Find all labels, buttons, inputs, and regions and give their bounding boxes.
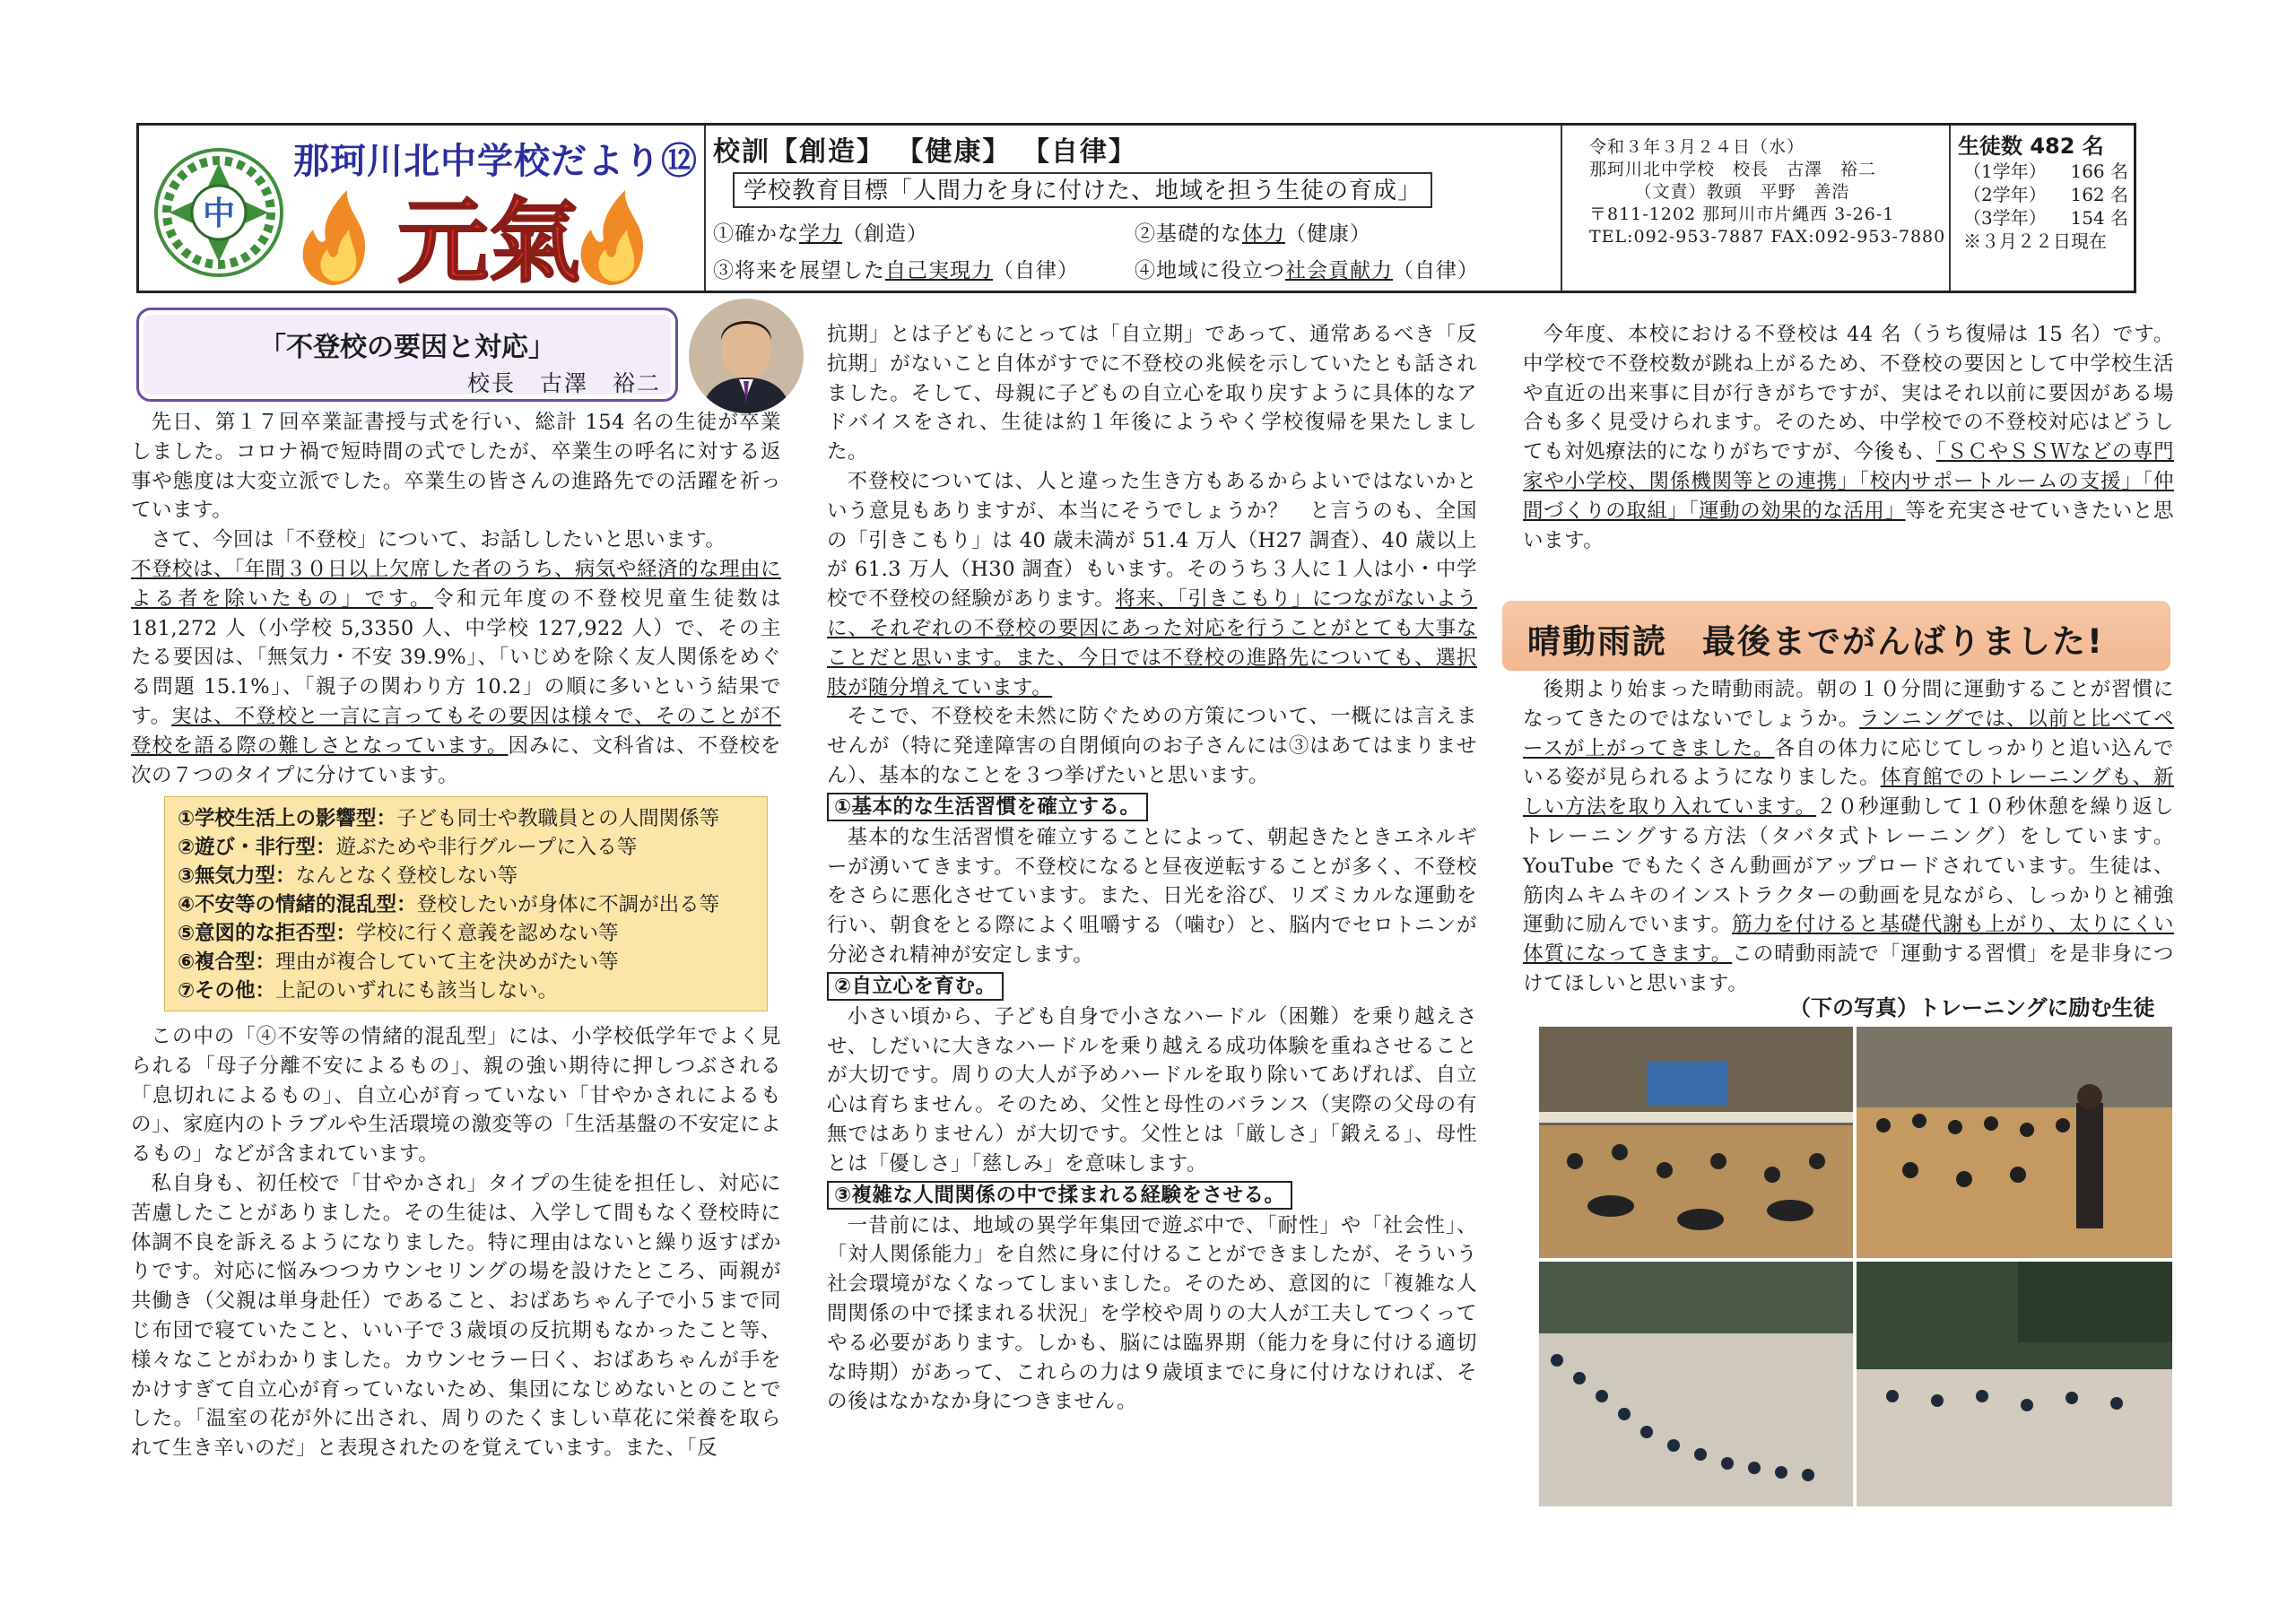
article-column-3: [1523, 320, 2174, 555]
aim-item: ③将来を展望した自己実現力（自律）: [713, 259, 1079, 282]
paragraph: 不登校については、人と違った生き方もあるからよいではないかという意見もありますが、本当にそうでしょうか？ と言うのも、全国の「引きこもり」は 40 歳未満が 51.4 万人（H27 調査）、40 歳以上が 61.3 万人（H30 調査）もいます。そのうち３人に１人は小・中学校で不登校の経験があります。将来、「引きこもり」につながないように、それぞれの不登校の要因にあった対応を行うことがとても大事なことだと思います。また、今日では不登校の進路先についても、選択肢が随分増えています。: [827, 469, 1477, 699]
school-motto: 校訓【創造】 【健康】 【自律】: [713, 136, 1137, 168]
type-item: ②遊び・非行型：遊ぶためや非行グループに入る等: [178, 836, 638, 859]
student-count-box: [1958, 135, 2128, 253]
school-motto-box: [713, 133, 1547, 291]
issue-date: 令和３年３月２４日（水）: [1589, 137, 1805, 157]
type-item: ③無気力型：なんとなく登校しない等: [178, 864, 518, 888]
grade-row: （2学年） 162 名: [1963, 184, 2128, 205]
type-item: ④不安等の情緒的混乱型：登校したいが身体に不調が出る等: [178, 893, 720, 916]
issue-info: [1589, 136, 1948, 248]
photo-collage: [1539, 1027, 2172, 1506]
article-title-box: [136, 308, 678, 402]
address-line: 〒811-1202 那珂川市片縄西 3-26-1: [1589, 204, 1895, 224]
emblem-char: 中: [202, 195, 236, 232]
paragraph: 後期より始まった晴動雨読。朝の１０分間に運動することが習慣になってきたのではないでしょうか。ランニングでは、以前と比べてペースが上がってきました。各自の体力に応じてしっかりと追い込んでいる姿が見られるようになりました。体育館でのトレーニングも、新しい方法を取り入れています。２０秒運動して１０秒休憩を繰り返しトレーニングする方法（タバタ式トレーニング）をしています。YouTube でもたくさん動画がアップロードされています。生徒は、筋肉ムキムキのインストラクターの動画を見ながら、しっかりと補強運動に励んでいます。筋力を付けると基礎代謝も上がり、太りにくい体質になってきます。この晴動雨読で「運動する習慣」を是非身につけてほしいと思います。: [1523, 678, 2174, 995]
header-divider: [704, 126, 706, 291]
type-item: ⑥複合型：理由が複合していて主を決めがたい等: [178, 950, 619, 974]
aim-item: ②基礎的な体力（健康）: [1135, 222, 1371, 246]
principal-portrait: [689, 299, 804, 413]
subheading: ③複雑な人間関係の中で揉まれる経験をさせる。: [827, 1181, 1292, 1210]
article-banner: [1502, 601, 2170, 671]
count-note: ※３月２２日現在: [1963, 230, 2107, 252]
paragraph: 抗期」とは子どもにとっては「自立期」であって、通常あるべき「反抗期」がないこと自体がすでに不登校の兆候を示していたとも話されました。そして、母親に子どもの自立心を取り戻すように具体的なアドバイスをされ、生徒は約１年後にようやく学校復帰を果たしました。: [827, 323, 1477, 464]
banner-title: 晴動雨読 最後までがんばりました!: [1527, 622, 2104, 661]
paragraph: 小さい頃から、子ども自身で小さなハードル（困難）を乗り越えさせ、しだいに大きなハードルを乗り越える成功体験を重ねさせることが大切です。周りの大人が予めハードルを取り除いてあげれば、自立心は育ちません。そのため、父性と母性のバランス（実際の父母の有無ではありません）が大切です。父性とは「厳しさ」「鍛える」、母性とは「優しさ」「慈しみ」を意味します。: [827, 1004, 1477, 1176]
paragraph: 先日、第１７回卒業証書授与式を行い、総計 154 名の生徒が卒業しました。コロナ禍で短時間の式でしたが、卒業生の呼名に対する返事や態度は大変立派でした。卒業生の皆さんの進路先での活躍を祈っています。: [131, 411, 781, 523]
article-byline: 校長 古澤 裕二: [466, 370, 661, 396]
paragraph: そこで、不登校を未然に防ぐための方策について、一概には言えませんが（特に発達障害の自閉傾向のお子さんには③はあてはまりません）、基本的なことを３つ挙げたいと思います。: [827, 705, 1477, 787]
header-divider: [1561, 126, 1562, 291]
type-item: ⑤意図的な拒否型：学校に行く意義を認めない等: [178, 922, 619, 945]
subheading: ①基本的な生活習慣を確立する。: [827, 793, 1148, 821]
field-photo-2: [1857, 1262, 2172, 1506]
gym-photo-2: [1857, 1027, 2172, 1258]
paragraph: この中の「④不安等の情緒的混乱型」には、小学校低学年でよく見られる「母子分離不安によるもの」、親の強い期待に押しつぶされる「息切れによるもの」、自立心が育っていない「甘やかされによるもの」、家庭内のトラブルや生活環境の激変等の「生活基盤の不安定によるもの」などが含まれています。: [131, 1025, 781, 1167]
paragraph: 私自身も、初任校で「甘やかされ」タイプの生徒を担任し、対応に苦慮したことがありました。その生徒は、入学して間もなく登校時に体調不良を訴えるようになりました。特に理由はないと繰り返すばかりです。対応に悩みつつカウンセリングの場を設けたところ、両親が共働き（父親は単身赴任）であること、おばあちゃん子で小５まで同じ布団で寝ていたこと、いい子で３歳頃の反抗期もなかったこと等、様々なことがわかりました。カウンセラー曰く、おばあちゃんが手をかけすぎて自立心が育っていないため、集団になじめないとのことでした。「温室の花が外に出され、周りのたくましい草花に栄養を取られて生き辛いのだ」と表現されたのを覚えています。また、「反: [131, 1171, 781, 1461]
flame-right-icon: [581, 190, 643, 285]
type-item: ①学校生活上の影響型：子ども同士や教職員との人間関係等: [178, 807, 720, 830]
article-column-1: [131, 408, 781, 790]
paragraph: 一昔前には、地域の異学年集団で遊ぶ中で、「耐性」や「社会性」、「対人関係能力」を自然に身に付けることができましたが、そういう社会環境がなくなってしまいました。そのため、意図的に「複雑な人間関係の中で揉まれる状況」を学校や周りの大人が工夫してつくってやる必要があります。しかも、脳には臨界期（能力を身に付ける適切な時期）があって、これらの力は９歳頃までに身に付けなければ、その後はなかなか身につきません。: [827, 1213, 1477, 1414]
contact-line: TEL:092-953-7887 FAX:092-953-7880: [1589, 227, 1946, 247]
paragraph: 今年度、本校における不登校は 44 名（うち復帰は 15 名）です。中学校で不登校数が跳ね上がるため、不登校の要因として中学校生活や直近の出来事に目が行きがちですが、実はそれ以前に要因がある場合も多く見受けられます。そのため、中学校での不登校対応はどうしても対処療法的になりがちですが、今後も、「ＳＣやＳＳＷなどの専門家や小学校、関係機関等との連携」「校内サポートルームの支援」「仲間づくりの取組」「運動の効果的な活用」等を充実させていきたいと思います。: [1523, 323, 2174, 552]
student-total: 生徒数 482 名: [1958, 134, 2104, 159]
principal-line: 那珂川北中学校 校長 古澤 裕二: [1589, 160, 1877, 179]
article-column-1b: [131, 1022, 781, 1463]
header-divider: [1949, 126, 1951, 291]
type-item: ⑦その他：上記のいずれにも該当しない。: [178, 979, 559, 1002]
author-line: （文責）教頭 平野 善浩: [1589, 182, 1850, 202]
education-goal: 学校教育目標「人間力を身に付けた、地域を担う生徒の育成」: [733, 172, 1432, 208]
grade-row: （3学年） 154 名: [1963, 207, 2128, 229]
genki-logo: [283, 179, 695, 291]
school-emblem: [152, 145, 286, 280]
paragraph: 基本的な生活習慣を確立することによって、朝起きたときエネルギーが湧いてきます。不登校になると昼夜逆転することが多く、不登校をさらに悪化させています。また、日光を浴び、リズミカルな運動を行い、朝食をとる際によく咀嚼する（噛む）と、脳内でセロトニンが分泌され精神が安定します。: [827, 825, 1477, 967]
paragraph: さて、今回は「不登校」について、お話ししたいと思います。 不登校は、「年間３０日以上欠席した者のうち、病気や経済的な理由による者を除いたもの」です。令和元年度の不登校児童生徒数は 181,272 人（小学校 5,3350 人、中学校 127,922 人）で、その主たる要因は、「無気力・不安 39.9%」、「いじめを除く友人関係をめぐる問題 15.1%」、「親子の関わり方 10.2」の順に多いという結果です。実は、不登校と一言に言ってもその要因は様々で、そのことが不登校を語る際の難しさとなっています。因みに、文科省は、不登校を次の７つのタイプに分けています。: [131, 528, 781, 787]
grade-row: （1学年） 166 名: [1963, 161, 2128, 182]
gym-photo-1: [1539, 1027, 1853, 1258]
truancy-types-box: [164, 796, 768, 1011]
flame-left-icon: [303, 190, 365, 285]
newsletter-title: 那珂川北中学校だより⑫: [293, 141, 698, 182]
education-aims: [713, 217, 1547, 283]
aim-item: ④地域に役立つ社会貢献力（自律）: [1135, 259, 1479, 282]
subheading: ②自立心を育む。: [827, 972, 1004, 1001]
aim-item: ①確かな学力（創造）: [713, 222, 928, 246]
logo-text: 元氣: [397, 188, 580, 291]
masthead: [136, 123, 2136, 293]
article2-column: [1523, 675, 2174, 999]
article-column-2: [827, 320, 1477, 1417]
photo-caption: （下の写真）トレーニングに励む生徒: [1789, 995, 2155, 1020]
article-title: 「不登校の要因と対応」: [259, 332, 555, 363]
field-photo-1: [1539, 1262, 1853, 1506]
